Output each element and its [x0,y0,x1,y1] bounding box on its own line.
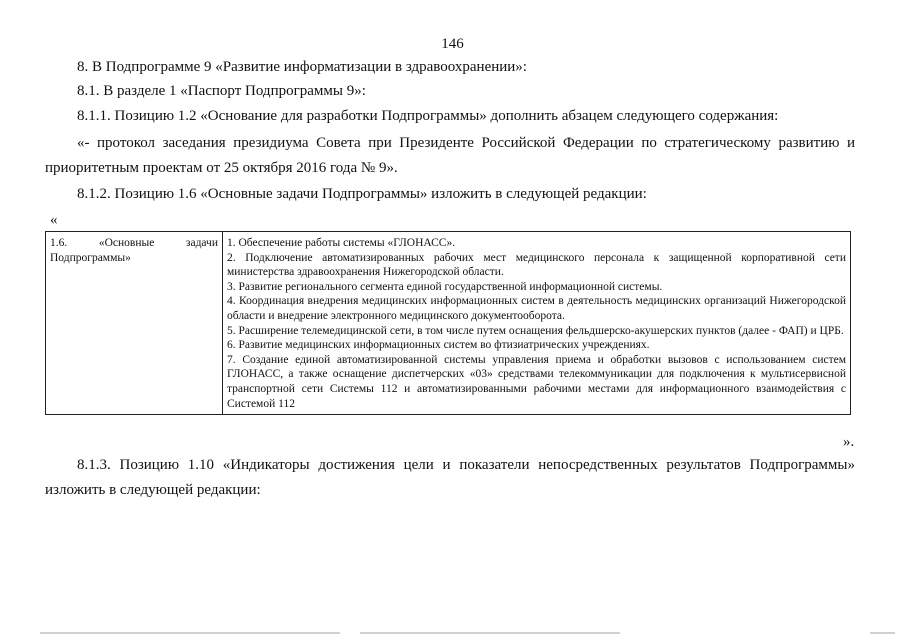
table-label: 1.6. «Основные задачи Подпрограммы» [50,237,218,264]
task-item-5: 5. Расширение телемедицинской сети, в том числе путем оснащения фельдшерско-акушерских пунктов (далее - ФАП) и ЦРБ. [227,324,844,337]
paragraph-8-1-1: 8.1.1. Позицию 1.2 «Основание для разработки Подпрограммы» дополнить абзацем следующего содержания: [77,108,779,124]
task-item-3: 3. Развитие регионального сегмента единой государственной информационной системы. [227,280,663,293]
table-row [46,232,851,415]
paragraph-8-1-3-line2: изложить в следующей редакции: [45,482,261,498]
task-item-4: 4. Координация внедрения медицинских информационных систем в деятельность медицинских организаций Нижегородской области и внедрение электронного медицинского документооборота. [227,295,846,322]
paragraph-8-1-3-line1: 8.1.3. Позицию 1.10 «Индикаторы достижения цели и показатели непосредственных результатов Подпрограммы» [77,457,855,473]
task-item-7: 7. Создание единой автоматизированной системы управления приема и обработки вызовов с использованием систем ГЛОНАСС, а также оснащение диспетчерских «03» средствами телекоммуникации для подключения к мультисервисной транспортной сети Системы 112 и автоматизированными рабочими местами для информационного взаимодействия с Системой 112 [227,353,846,410]
closing-quote: ». [843,434,855,450]
page-number: 146 [441,36,464,52]
paragraph-8-1-2: 8.1.2. Позицию 1.6 «Основные задачи Подпрограммы» изложить в следующей редакции: [77,186,647,202]
tasks-table [45,231,851,415]
task-item-2: 2. Подключение автоматизированных рабочих мест медицинского персонала к защищенной корпоративной сети министерства здравоохранения Нижегородской области. [227,251,846,279]
scan-footer-artifact [0,628,905,640]
paragraph-protocol-line1: «- протокол заседания президиума Совета при Президенте Российской Федерации по стратегическому развитию и [77,135,855,151]
paragraph-protocol-line2: приоритетным проектам от 25 октября 2016 года № 9». [45,160,398,176]
paragraph-8-1: 8.1. В разделе 1 «Паспорт Подпрограммы 9»: [77,83,366,99]
task-item-1: 1. Обеспечение работы системы «ГЛОНАСС». [227,237,456,249]
paragraph-8: 8. В Подпрограмме 9 «Развитие информатизации в здравоохранении»: [77,59,527,75]
table-content-cell [223,232,851,415]
table-label-cell [46,232,223,415]
opening-quote: « [50,212,58,228]
task-item-6: 6. Развитие медицинских информационных систем во фтизиатрических учреждениях. [227,339,650,352]
